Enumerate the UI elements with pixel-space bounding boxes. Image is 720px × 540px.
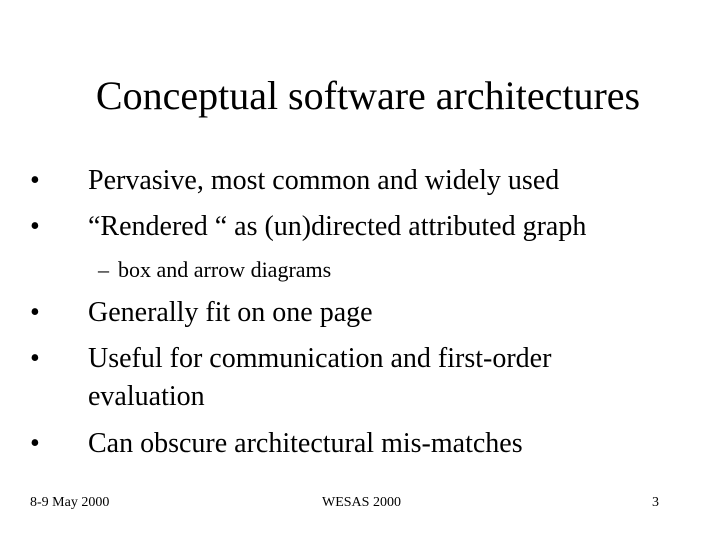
bullet-glyph: •: [30, 211, 40, 242]
bullet-text: Pervasive, most common and widely used: [88, 165, 560, 196]
footer-event: WESAS 2000: [322, 495, 401, 510]
sub-bullet-glyph: –: [98, 257, 109, 282]
footer-page-number: 3: [652, 495, 659, 510]
bullet-glyph: •: [30, 297, 40, 328]
bullet-text: Can obscure architectural mis-matches: [88, 428, 523, 459]
bullet-text: “Rendered “ as (un)directed attributed graph: [88, 211, 587, 242]
bullet-glyph: •: [30, 428, 40, 459]
bullet-glyph: •: [30, 165, 40, 196]
bullet-glyph: •: [30, 343, 40, 374]
bullet-text: Generally fit on one page: [88, 297, 373, 328]
slide-title: Conceptual software architectures: [95, 73, 641, 118]
sub-bullet-text: box and arrow diagrams: [118, 257, 332, 282]
footer-date: 8-9 May 2000: [30, 495, 110, 510]
bullet-text: Useful for communication and first-order: [88, 343, 552, 374]
bullet-text: evaluation: [88, 381, 205, 412]
